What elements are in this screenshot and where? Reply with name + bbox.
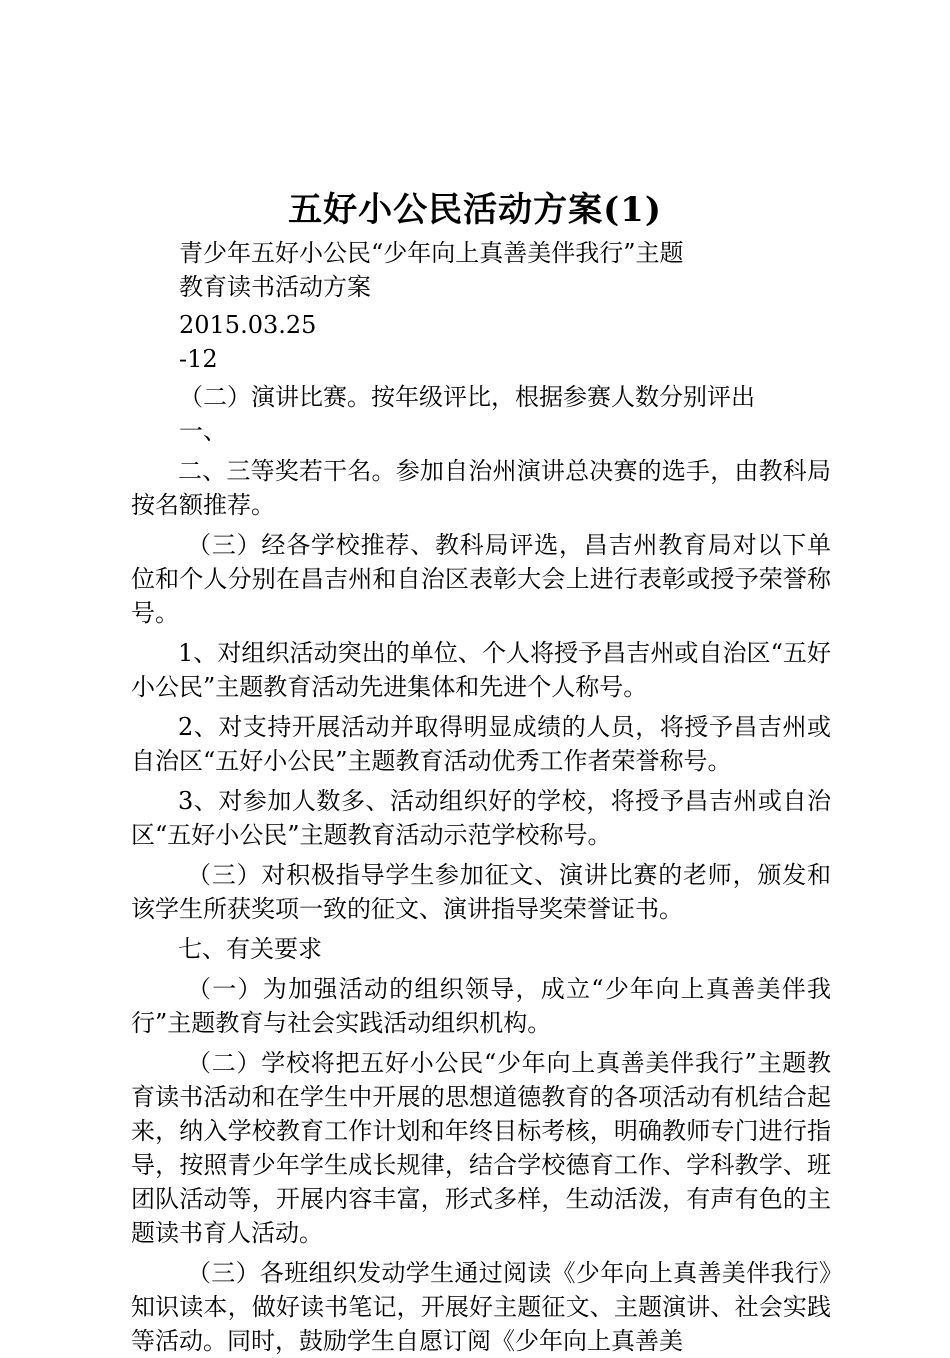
paragraph-teacher-award: （三）对积极指导学生参加征文、演讲比赛的老师，颁发和该学生所获奖项一致的征文、演讲指导奖荣誉证书。 — [131, 861, 831, 923]
first-prize-line: 一、 — [179, 417, 227, 445]
document-date: 2015.03.25 — [179, 311, 317, 339]
paragraph-prizes: 二、三等奖若干名。参加自治州演讲总决赛的选手，由教科局按名额推荐。 — [131, 457, 831, 519]
subtitle-line-1: 青少年五好小公民“少年向上真善美伴我行”主题 — [179, 239, 684, 267]
paragraph-item-3: 3、对参加人数多、活动组织好的学校，将授予昌吉州或自治区“五好小公民”主题教育活动示范学校称号。 — [131, 787, 831, 849]
subtitle-line-2: 教育读书活动方案 — [179, 273, 371, 301]
page-reference: -12 — [179, 345, 218, 373]
paragraph-requirement-1: （一）为加强活动的组织领导，成立“少年向上真善美伴我行”主题教育与社会实践活动组织机构。 — [131, 975, 831, 1037]
paragraph-requirement-3: （三）各班组织发动学生通过阅读《少年向上真善美伴我行》知识读本，做好读书笔记，开展好主题征文、主题演讲、社会实践等活动。同时，鼓励学生自愿订阅《少年向上真善美 — [131, 1259, 831, 1355]
document-title: 五好小公民活动方案(1) — [288, 190, 662, 230]
paragraph-item-1: 1、对组织活动突出的单位、个人将授予昌吉州或自治区“五好小公民”主题教育活动先进集体和先进个人称号。 — [131, 639, 831, 701]
speech-contest-line: （二）演讲比赛。按年级评比，根据参赛人数分别评出 — [179, 383, 755, 411]
paragraph-commendation: （三）经各学校推荐、教科局评选，昌吉州教育局对以下单位和个人分别在昌吉州和自治区表彰大会上进行表彰或授予荣誉称号。 — [131, 531, 831, 627]
document-body — [131, 236, 831, 1358]
paragraph-item-2: 2、对支持开展活动并取得明显成绩的人员，将授予昌吉州或自治区“五好小公民”主题教育活动优秀工作者荣誉称号。 — [131, 713, 831, 775]
paragraph-requirement-2: （二）学校将把五好小公民“少年向上真善美伴我行”主题教育读书活动和在学生中开展的思想道德教育的各项活动有机结合起来，纳入学校教育工作计划和年终目标考核，明确教师专门进行指导，按照青少年学生成长规律，结合学校德育工作、学科教学、班团队活动等，开展内容丰富，形式多样，生动活泼，有声有色的主题读书育人活动。 — [131, 1049, 831, 1247]
section-heading-requirements: 七、有关要求 — [178, 935, 322, 963]
